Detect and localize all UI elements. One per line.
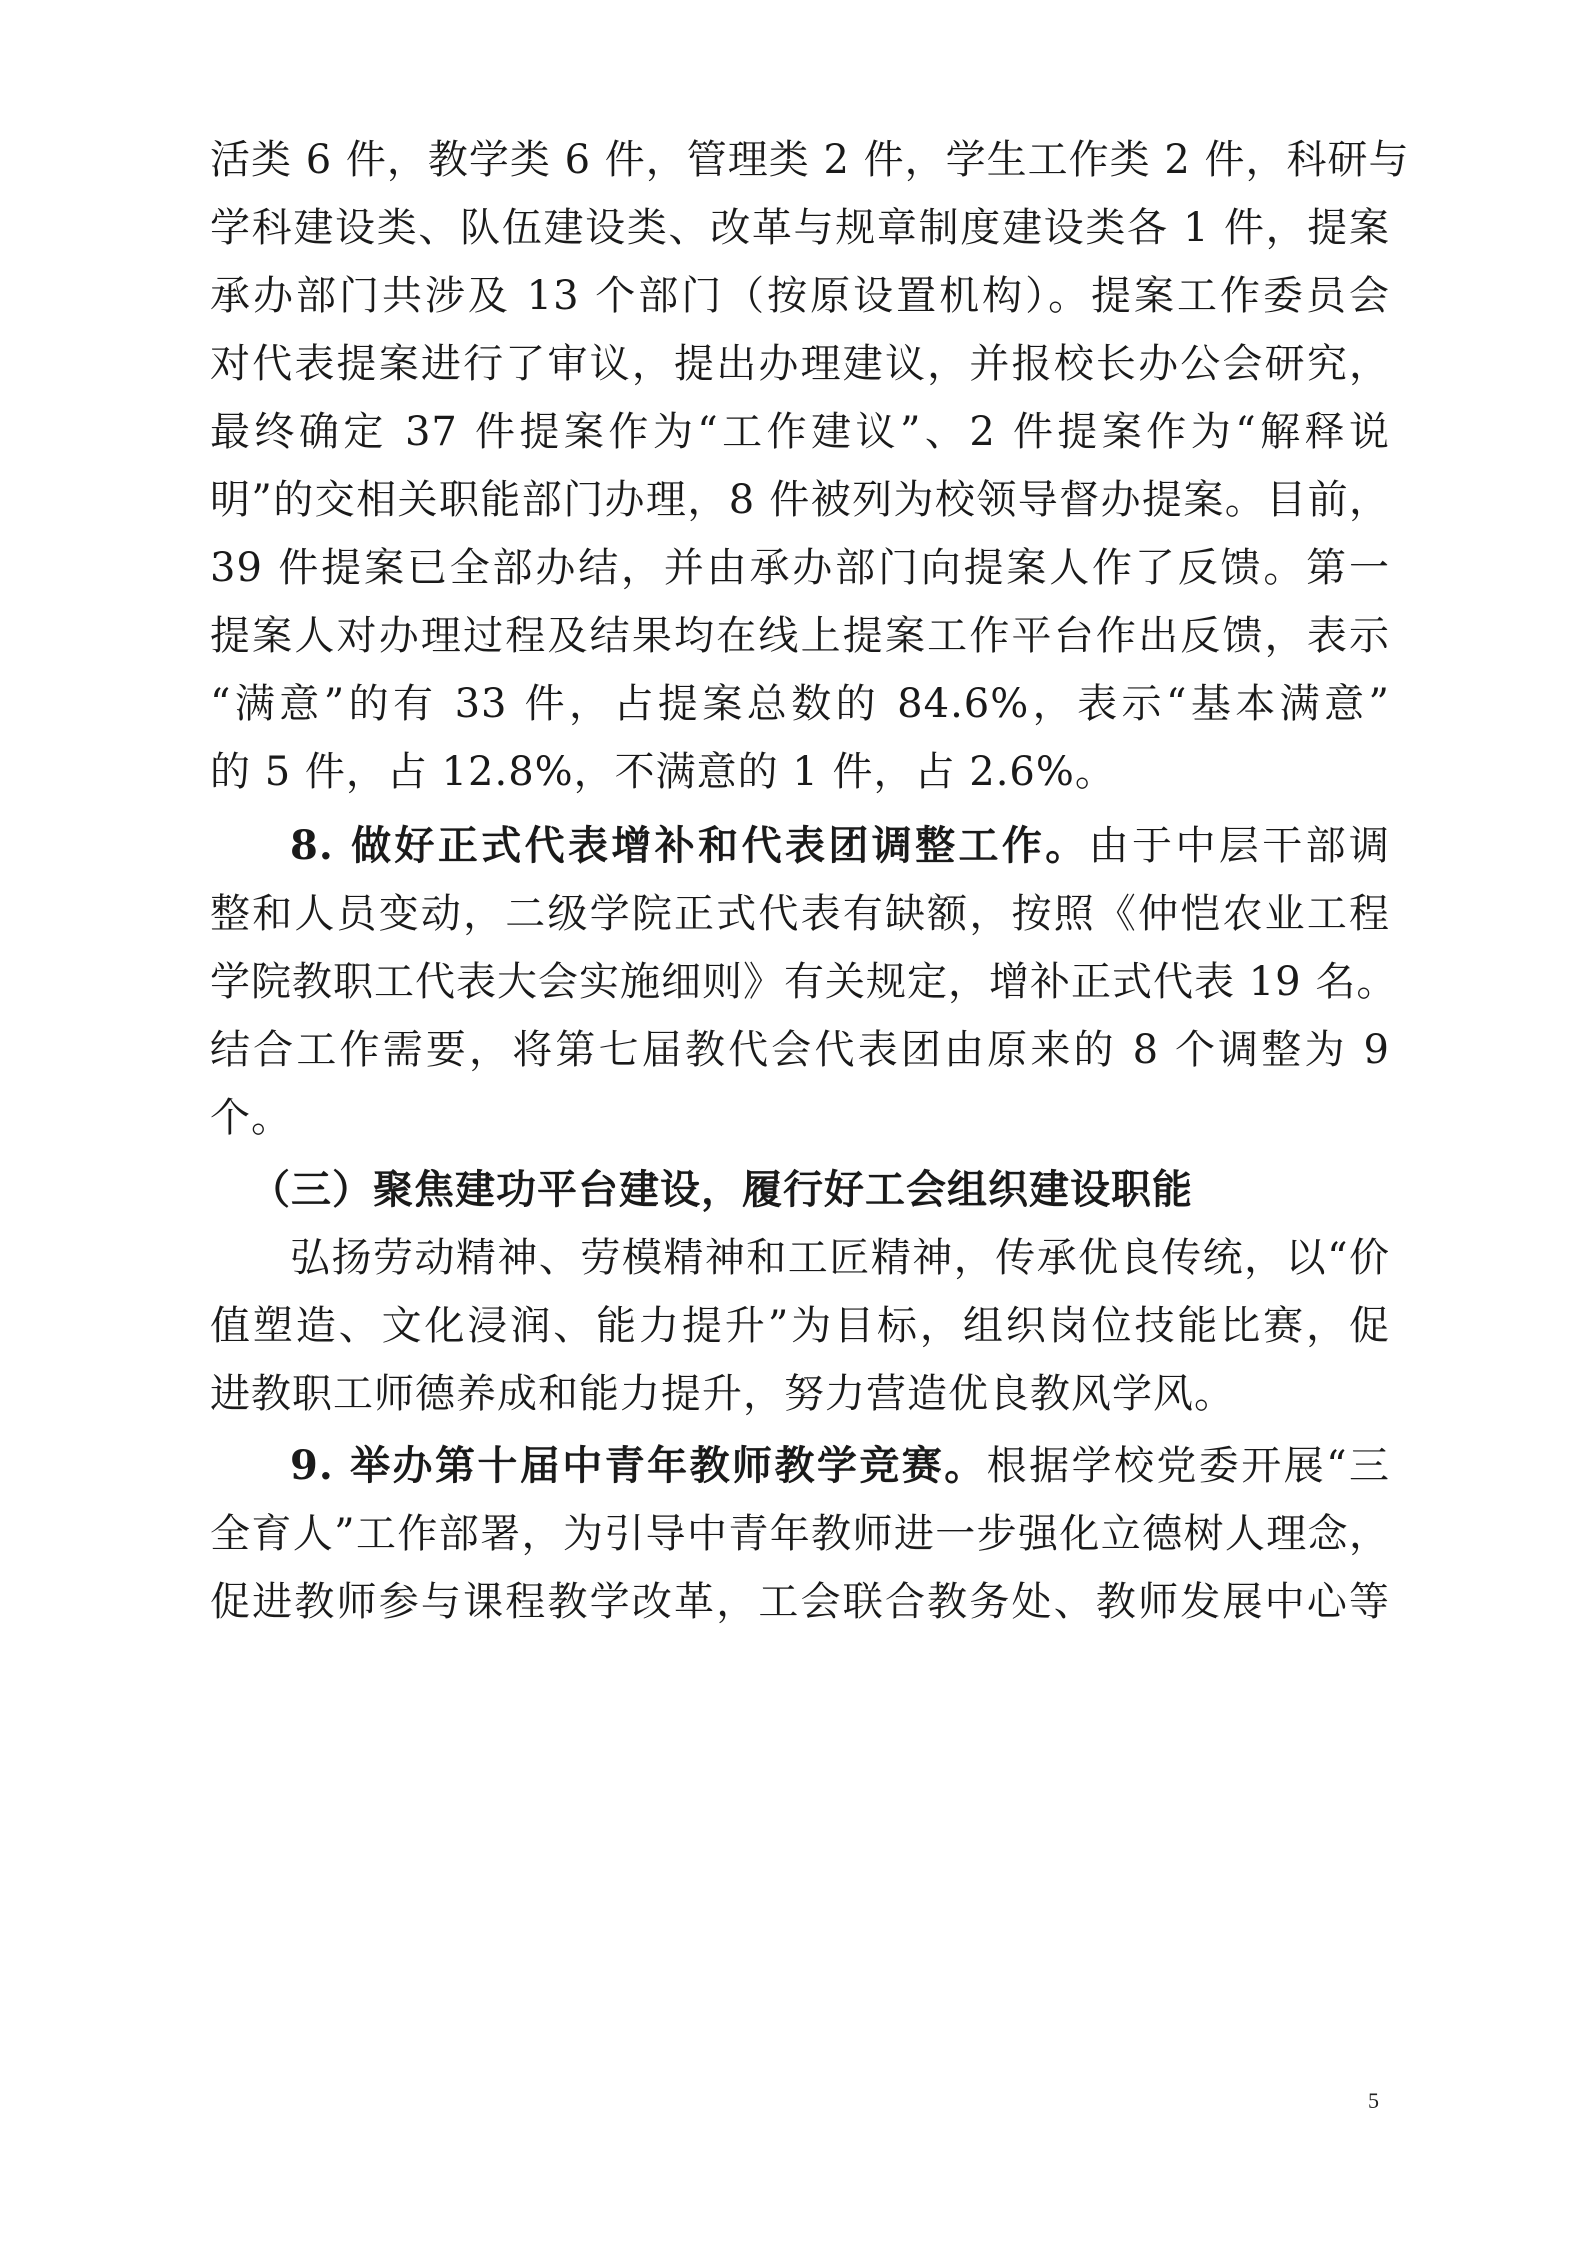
section-heading: （三）聚焦建功平台建设，履行好工会组织建设职能 bbox=[250, 1166, 1193, 1213]
text-line: 促进教师参与课程教学改革，工会联合教务处、教师发展中心等 bbox=[210, 1579, 1390, 1625]
text-line: 最终确定 37 件提案作为“工作建议”、2 件提案作为“解释说 bbox=[210, 409, 1390, 455]
text-line: 全育人”工作部署，为引导中青年教师进一步强化立德树人理念， bbox=[210, 1511, 1390, 1557]
text-line: 明”的交相关职能部门办理，8 件被列为校领导督办提案。目前， bbox=[210, 477, 1390, 523]
item-8-text: 由于中层干部调 bbox=[1088, 823, 1390, 869]
text-line: 提案人对办理过程及结果均在线上提案工作平台作出反馈，表示 bbox=[210, 613, 1390, 659]
text-line: 结合工作需要，将第七届教代会代表团由原来的 8 个调整为 9 bbox=[210, 1027, 1390, 1073]
text-line: 学院教职工代表大会实施细则》有关规定，增补正式代表 19 名。 bbox=[210, 959, 1398, 1005]
text-line: 个。 bbox=[210, 1095, 292, 1141]
item-9-text: 根据学校党委开展“三 bbox=[986, 1443, 1390, 1489]
text-line: 活类 6 件，教学类 6 件，管理类 2 件，学生工作类 2 件，科研与 bbox=[210, 137, 1410, 183]
text-line: 整和人员变动，二级学院正式代表有缺额，按照《仲恺农业工程 bbox=[210, 891, 1390, 937]
text-line: 弘扬劳动精神、劳模精神和工匠精神，传承优良传统，以“价 bbox=[290, 1235, 1390, 1281]
page-number: 5 bbox=[1368, 2088, 1379, 2113]
item-8-title: 8. 做好正式代表增补和代表团调整工作。 bbox=[290, 822, 1089, 869]
text-line: 承办部门共涉及 13 个部门（按原设置机构）。提案工作委员会 bbox=[210, 273, 1390, 319]
text-line: 值塑造、文化浸润、能力提升”为目标，组织岗位技能比赛，促 bbox=[210, 1303, 1390, 1349]
text-line: “满意”的有 33 件，占提案总数的 84.6%，表示“基本满意” bbox=[210, 681, 1390, 727]
text-line: 进教职工师德养成和能力提升，努力营造优良教风学风。 bbox=[210, 1371, 1235, 1417]
text-line: 的 5 件，占 12.8%，不满意的 1 件，占 2.6%。 bbox=[210, 749, 1116, 795]
item-9-title: 9. 举办第十届中青年教师教学竞赛。 bbox=[290, 1442, 987, 1489]
text-line: 学科建设类、队伍建设类、改革与规章制度建设类各 1 件，提案 bbox=[210, 205, 1390, 251]
text-line: 39 件提案已全部办结，并由承办部门向提案人作了反馈。第一 bbox=[210, 545, 1390, 591]
item-9-first-line bbox=[290, 1436, 1390, 1496]
item-8-first-line bbox=[290, 816, 1390, 876]
text-line: 对代表提案进行了审议，提出办理建议，并报校长办公会研究， bbox=[210, 341, 1390, 387]
